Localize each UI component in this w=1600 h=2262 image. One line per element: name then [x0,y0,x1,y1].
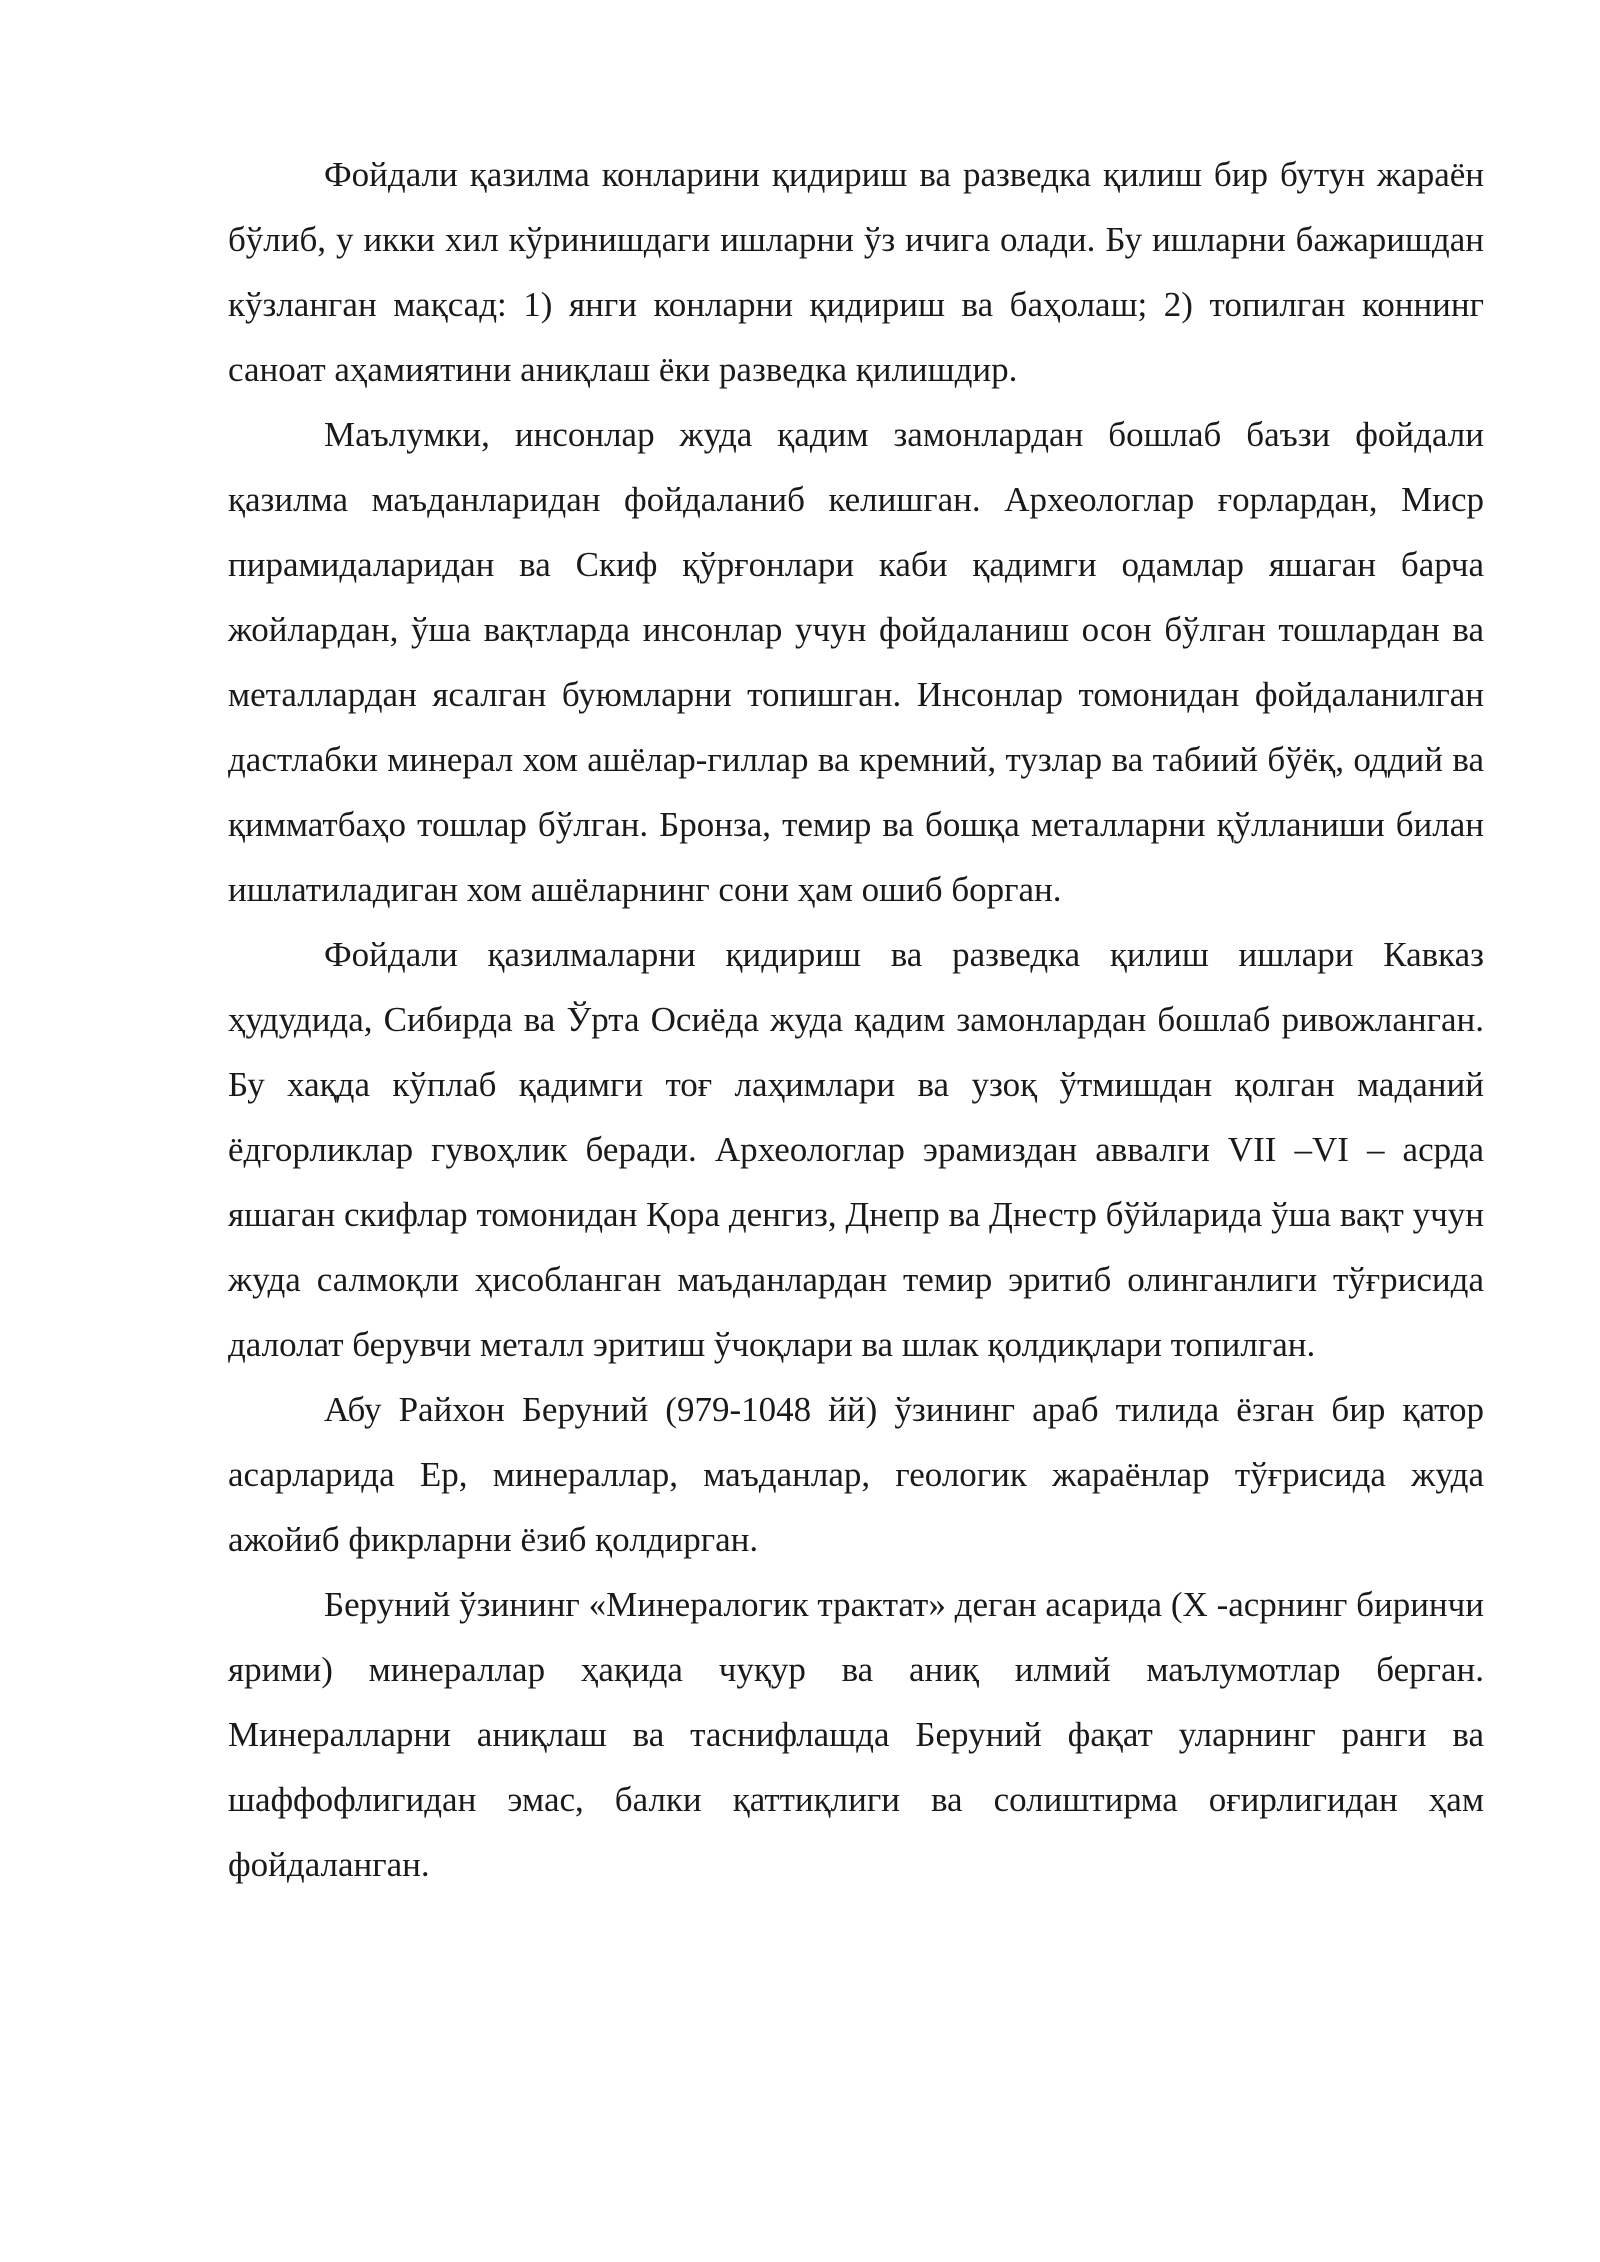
document-body [228,142,1484,1897]
paragraph-5: Беруний ўзининг «Минералогик трактат» деган асарида (X -асрнинг биринчи ярими) минераллар ҳақида чуқур ва аниқ илмий маълумотлар берган. Минералларни аниқлаш ва таснифлашда Беруний фақат уларнинг ранги ва шаффофлигидан эмас, балки қаттиқлиги ва солиштирма оғирлигидан ҳам фойдаланган. [228,1585,1484,1884]
paragraph-3: Фойдали қазилмаларни қидириш ва разведка қилиш ишлари Кавказ ҳудудида, Сибирда ва Ўрта Осиёда жуда қадим замонлардан бошлаб ривожланган. Бу хақда кўплаб қадимги тоғ лаҳимлари ва узоқ ўтмишдан қолган маданий ёдгорликлар гувоҳлик беради. Археологлар эрамиздан аввалги VII –VI – асрда яшаган скифлар томонидан Қора денгиз, Днепр ва Днестр бўйларида ўша вақт учун жуда салмоқли ҳисобланган маъданлардан темир эритиб олинганлиги тўғрисида далолат берувчи металл эритиш ўчоқлари ва шлак қолдиқлари топилган. [228,935,1484,1364]
paragraph-4: Абу Райхон Беруний (979-1048 йй) ўзининг араб тилида ёзган бир қатор асарларида Ер, минераллар, маъданлар, геологик жараёнлар тўғрисида жуда ажойиб фикрларни ёзиб қолдирган. [228,1390,1484,1559]
paragraph-2: Маълумки, инсонлар жуда қадим замонлардан бошлаб баъзи фойдали қазилма маъданларидан фойдаланиб келишган. Археологлар ғорлардан, Миср пирамидаларидан ва Скиф қўрғонлари каби қадимги одамлар яшаган барча жойлардан, ўша вақтларда инсонлар учун фойдаланиш осон бўлган тошлардан ва металлардан ясалган буюмларни топишган. Инсонлар томонидан фойдаланилган дастлабки минерал хом ашёлар-гиллар ва кремний, тузлар ва табиий бўёқ, оддий ва қимматбаҳо тошлар бўлган. Бронза, темир ва бошқа металларни қўлланиши билан ишлатиладиган хом ашёларнинг сони ҳам ошиб борган. [228,415,1484,909]
paragraph-1: Фойдали қазилма конларини қидириш ва разведка қилиш бир бутун жараён бўлиб, у икки хил кўринишдаги ишларни ўз ичига олади. Бу ишларни бажаришдан кўзланган мақсад: 1) янги конларни қидириш ва баҳолаш; 2) топилган коннинг саноат аҳамиятини аниқлаш ёки разведка қилишдир. [228,155,1484,389]
